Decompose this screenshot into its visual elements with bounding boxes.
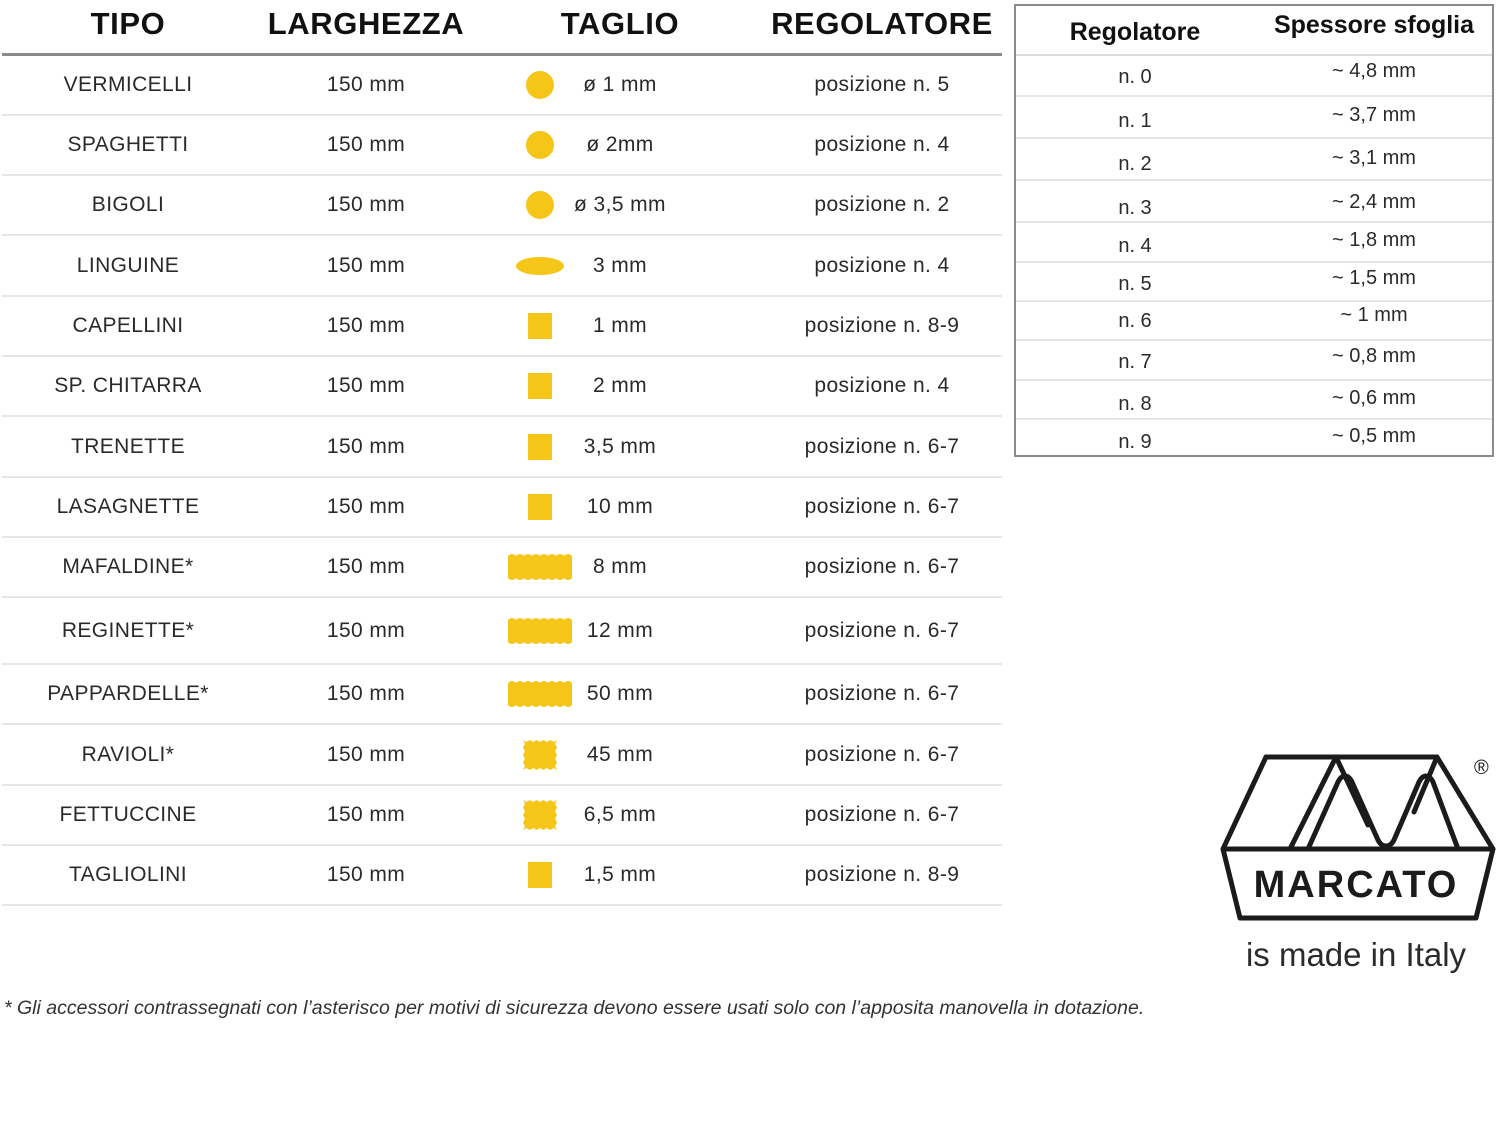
cut-shape (505, 188, 575, 222)
table-row (2, 357, 1002, 417)
cell-regolatore: n. 3 (1118, 197, 1152, 219)
table-row (2, 478, 1002, 538)
thickness-header (1016, 6, 1492, 56)
cell-larghezza: 150 mm (326, 73, 406, 96)
cell-larghezza: 150 mm (326, 434, 406, 458)
cut-shape (505, 249, 575, 283)
cell-taglio: ø 3,5 mm (574, 193, 666, 216)
ellipse-icon (505, 249, 575, 283)
brand-name: MARCATO (1253, 864, 1459, 906)
cell-regolatore: n. 5 (1118, 273, 1152, 295)
square-icon (505, 309, 575, 343)
cell-tipo: LASAGNETTE (56, 495, 200, 518)
cell-tipo: TRENETTE (70, 434, 186, 458)
square-icon (505, 858, 575, 892)
cell-spessore: ~ 3,1 mm (1332, 147, 1416, 169)
cut-shape (505, 858, 575, 892)
cut-shape (505, 430, 575, 464)
table-row (2, 176, 1002, 236)
cell-taglio: 45 mm (586, 742, 654, 766)
header-larghezza: LARGHEZZA (267, 6, 465, 41)
cell-taglio: 3,5 mm (583, 434, 657, 458)
thickness-row (1016, 420, 1492, 458)
cut-shape (505, 490, 575, 524)
cell-tipo: FETTUCCINE (59, 803, 197, 826)
cell-spessore: ~ 1,8 mm (1332, 229, 1416, 251)
square-icon (505, 490, 575, 524)
cell-spessore: ~ 1 mm (1340, 304, 1408, 326)
cut-shape (505, 798, 575, 832)
cell-regolatore: posizione n. 6-7 (804, 803, 960, 826)
header-tipo: TIPO (90, 6, 166, 41)
header-regolatore: Regolatore (1069, 18, 1201, 46)
cell-regolatore: posizione n. 6-7 (804, 742, 960, 766)
cell-larghezza: 150 mm (326, 495, 406, 518)
footnote: * Gli accessori contrassegnati con l’asterisco per motivi di sicurezza devono essere usati solo con l’apposita manovella in dotazione. (4, 997, 1145, 1019)
cell-tipo: LINGUINE (76, 253, 180, 277)
cell-regolatore: n. 8 (1118, 393, 1152, 415)
thickness-row (1016, 139, 1492, 181)
square-icon (505, 369, 575, 403)
thickness-row (1016, 263, 1492, 302)
thickness-row (1016, 341, 1492, 381)
cell-taglio: 8 mm (592, 555, 648, 578)
cell-larghezza: 150 mm (326, 374, 406, 397)
round-icon (505, 68, 575, 102)
brand-tagline: is made in Italy (1245, 936, 1467, 973)
wavy-ribbon-icon (505, 677, 575, 711)
cell-larghezza: 150 mm (326, 253, 406, 277)
cell-tipo: REGINETTE* (61, 618, 195, 642)
cell-larghezza: 150 mm (326, 742, 406, 766)
cell-spessore: ~ 0,6 mm (1332, 387, 1416, 409)
cell-regolatore: n. 4 (1118, 235, 1152, 257)
cell-spessore: ~ 2,4 mm (1332, 191, 1416, 213)
cell-larghezza: 150 mm (326, 863, 406, 886)
thickness-row (1016, 302, 1492, 341)
cell-taglio: 12 mm (586, 618, 654, 642)
cell-regolatore: posizione n. 6-7 (804, 555, 960, 578)
cell-larghezza: 150 mm (326, 133, 406, 156)
cell-tipo: SPAGHETTI (67, 133, 189, 156)
cell-regolatore: posizione n. 4 (814, 133, 950, 156)
cell-regolatore: n. 9 (1118, 431, 1152, 453)
round-icon (505, 128, 575, 162)
cell-tipo: RAVIOLI* (81, 742, 175, 766)
cell-taglio: 1,5 mm (583, 863, 657, 886)
cell-tipo: CAPELLINI (72, 314, 184, 337)
cell-tipo: SP. CHITARRA (54, 374, 202, 397)
cell-taglio: 10 mm (586, 495, 654, 518)
cell-regolatore: posizione n. 6-7 (804, 434, 960, 458)
cell-larghezza: 150 mm (326, 193, 406, 216)
cut-shape (505, 677, 575, 711)
table-row (2, 786, 1002, 846)
table-row (2, 538, 1002, 598)
cell-taglio: 50 mm (586, 682, 654, 705)
crimped-square-icon (505, 738, 575, 772)
cell-tipo: VERMICELLI (63, 73, 193, 96)
registered-mark: ® (1474, 757, 1489, 779)
round-icon (505, 188, 575, 222)
table-body (2, 56, 1002, 906)
cut-shape (505, 369, 575, 403)
table-row (2, 236, 1002, 297)
cell-regolatore: posizione n. 8-9 (804, 314, 960, 337)
thickness-row (1016, 223, 1492, 263)
thickness-row (1016, 97, 1492, 139)
cell-larghezza: 150 mm (326, 314, 406, 337)
header-regolatore: REGOLATORE (771, 6, 993, 41)
table-row (2, 725, 1002, 786)
cell-larghezza: 150 mm (326, 555, 406, 578)
cell-regolatore: posizione n. 5 (814, 73, 950, 96)
wavy-ribbon-icon (505, 614, 575, 648)
header-spessore-sfoglia: Spessore sfoglia (1273, 11, 1475, 39)
cell-tipo: PAPPARDELLE* (47, 682, 209, 705)
thickness-row (1016, 381, 1492, 420)
cell-tipo: BIGOLI (91, 193, 165, 216)
cell-regolatore: n. 2 (1118, 153, 1152, 175)
marcato-logo (1218, 752, 1500, 982)
cell-regolatore: n. 0 (1118, 66, 1152, 88)
cell-regolatore: posizione n. 6-7 (804, 618, 960, 642)
cell-spessore: ~ 0,8 mm (1332, 345, 1416, 367)
cut-shape (505, 309, 575, 343)
cell-taglio: ø 1 mm (583, 73, 657, 96)
cell-larghezza: 150 mm (326, 618, 406, 642)
cut-shape (505, 738, 575, 772)
thickness-row (1016, 56, 1492, 97)
cell-regolatore: posizione n. 6-7 (804, 682, 960, 705)
cut-shape (505, 614, 575, 648)
cell-taglio: 1 mm (592, 314, 648, 337)
cell-taglio: 3 mm (592, 253, 648, 277)
table-row (2, 665, 1002, 725)
cell-larghezza: 150 mm (326, 682, 406, 705)
thickness-row (1016, 181, 1492, 223)
square-icon (505, 430, 575, 464)
table-row (2, 846, 1002, 906)
cell-tipo: TAGLIOLINI (69, 863, 187, 886)
table-row (2, 598, 1002, 665)
cell-regolatore: posizione n. 4 (814, 253, 950, 277)
cell-taglio: 6,5 mm (583, 803, 657, 826)
cut-shape (505, 550, 575, 584)
cell-spessore: ~ 0,5 mm (1332, 425, 1416, 447)
cut-shape (505, 68, 575, 102)
header-taglio: TAGLIO (560, 6, 680, 41)
table-header (2, 0, 1002, 56)
cell-taglio: ø 2mm (586, 133, 654, 156)
table-row (2, 56, 1002, 116)
cell-regolatore: n. 6 (1118, 310, 1152, 332)
cell-regolatore: posizione n. 2 (814, 193, 950, 216)
cell-regolatore: n. 7 (1118, 351, 1152, 373)
cell-regolatore: posizione n. 4 (814, 374, 950, 397)
wavy-ribbon-icon (505, 550, 575, 584)
table-row (2, 297, 1002, 357)
cell-tipo: MAFALDINE* (62, 555, 194, 578)
pasta-cutters-table (2, 0, 1002, 906)
cell-regolatore: n. 1 (1118, 110, 1152, 132)
table-row (2, 417, 1002, 478)
cell-regolatore: posizione n. 8-9 (804, 863, 960, 886)
cell-larghezza: 150 mm (326, 803, 406, 826)
crimped-square-icon (505, 798, 575, 832)
cell-spessore: ~ 3,7 mm (1332, 104, 1416, 126)
cell-spessore: ~ 4,8 mm (1332, 60, 1416, 82)
cell-spessore: ~ 1,5 mm (1332, 267, 1416, 289)
thickness-body (1016, 56, 1492, 458)
cell-regolatore: posizione n. 6-7 (804, 495, 960, 518)
thickness-table (1014, 4, 1494, 457)
table-row (2, 116, 1002, 176)
cut-shape (505, 128, 575, 162)
cell-taglio: 2 mm (592, 374, 648, 397)
